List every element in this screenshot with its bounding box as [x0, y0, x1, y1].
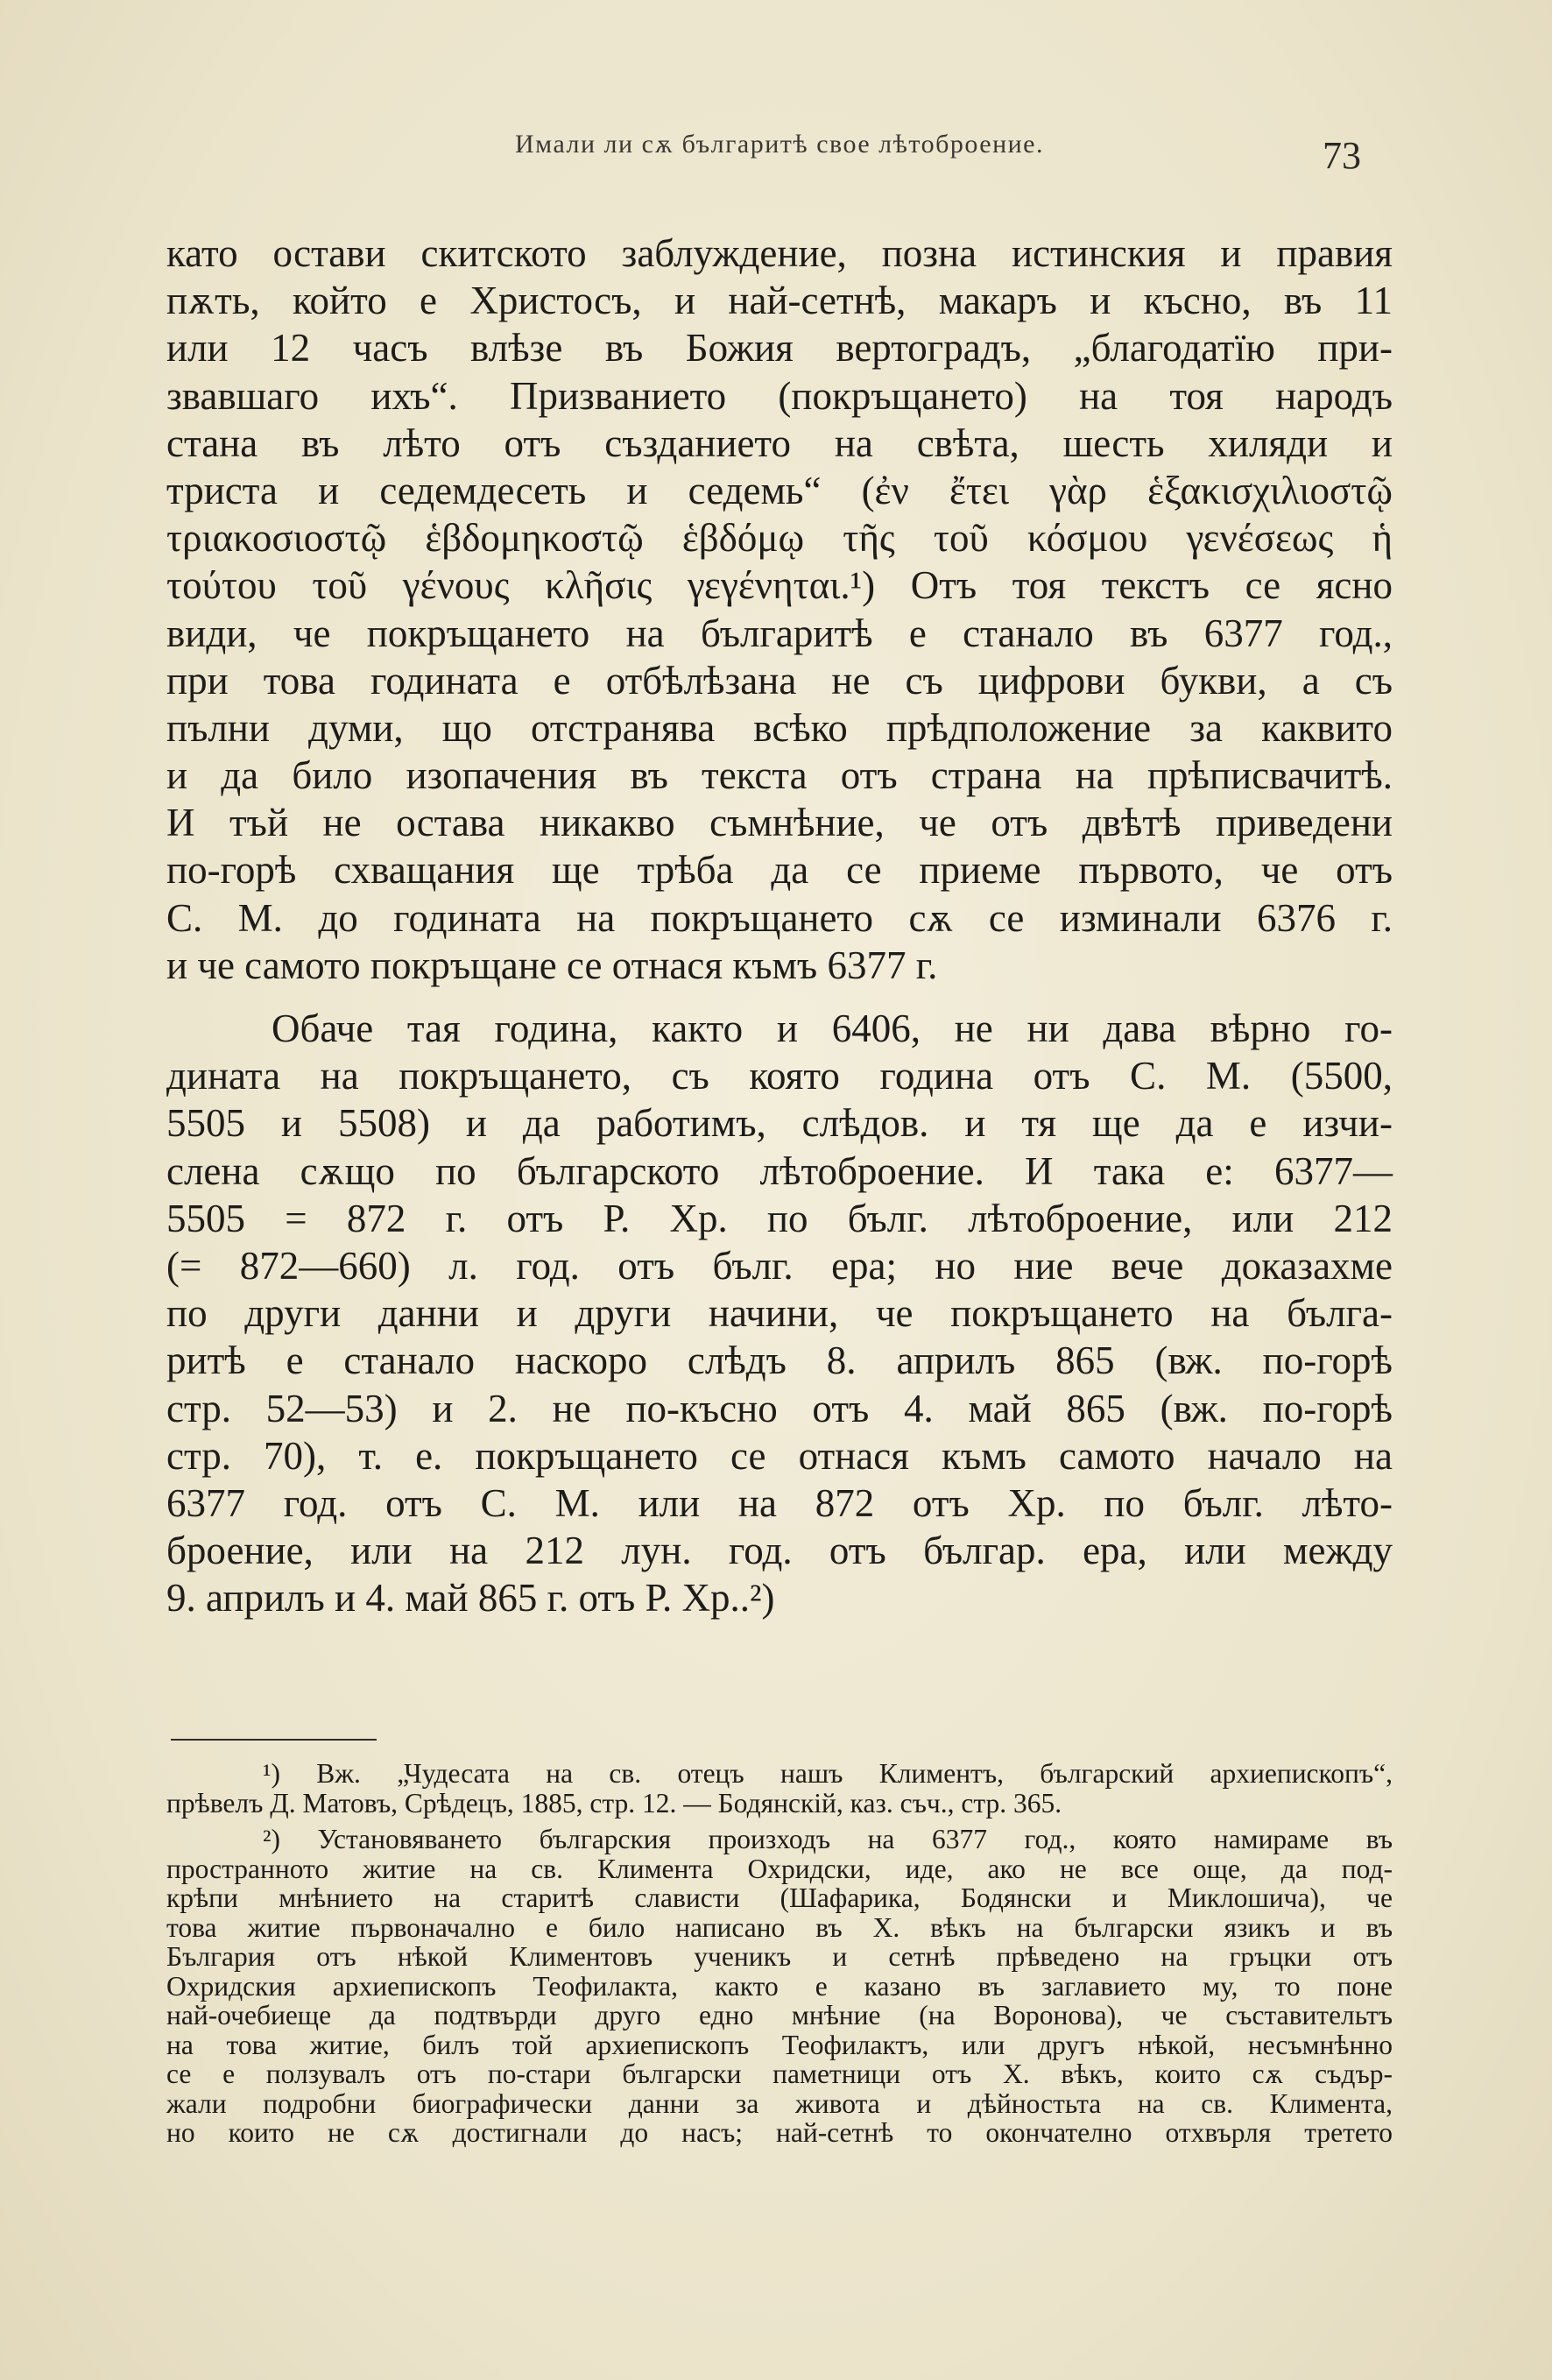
footnote-line: прѣвелъ Д. Матовъ, Срѣдецъ, 1885, стр. 12. — Бодянскій, каз. съч., стр. 365. — [166, 1787, 1062, 1819]
text-line: τούτου τοῦ γένους κλῆσις γεγένηται.¹) Отъ тоя текстъ се ясно — [166, 563, 1393, 608]
main-text — [166, 230, 1393, 1621]
text-line: при това годината е отбѣлѣзана не съ цифрови букви, а съ — [166, 658, 1393, 703]
footnote-line: това житие първоначално е било написано въ X. вѣкъ на български язикъ и въ — [166, 1911, 1393, 1943]
footnotes — [166, 1759, 1393, 2148]
text-line: τριακοσιοστῷ ἑβδομηκοστῷ ἑβδόμῳ τῆς τοῦ κόσμου γενέσεως ἡ — [166, 516, 1393, 561]
footnote-line: ¹) Вж. „Чудесата на св. отецъ нашъ Климентъ, българский архиепископъ“, — [263, 1758, 1393, 1789]
running-header: Имали ли сѫ българитѣ свое лѣтоброение. — [515, 130, 1044, 159]
footnote-1 — [166, 1759, 1393, 1818]
text-line: ритѣ е станало наскоро слѣдъ 8. априлъ 865 (вж. по-горѣ — [166, 1338, 1393, 1383]
page-number: 73 — [1323, 134, 1361, 177]
footnote-line: на това житие, билъ той архиепископъ Теофилактъ, или другъ нѣкой, несъмнѣнно — [166, 2029, 1393, 2060]
text-line: слена сѫщо по българското лѣтоброение. И така е: 6377— — [166, 1148, 1393, 1193]
footnote-line: най-очебиеще да подтвърди друго едно мнѣние (на Воронова), че съставительтъ — [166, 2000, 1393, 2030]
text-line: 9. априлъ и 4. май 865 г. отъ Р. Хр..²) — [166, 1576, 775, 1621]
text-line: С. М. до годината на покръщането сѫ се изминали 6376 г. — [166, 895, 1393, 940]
paragraph-2 — [166, 1005, 1393, 1621]
text-line: звавшаго ихъ“. Призванието (покръщането) на тоя народъ — [166, 373, 1393, 418]
text-line: дината на покръщането, съ която година отъ С. М. (5500, — [166, 1054, 1393, 1098]
footnote-line: Охридския архиепископъ Теофилакта, както е казано въ заглавието му, то поне — [166, 1970, 1393, 2002]
text-line: види, че покръщането на българитѣ е станало въ 6377 год., — [166, 611, 1393, 655]
footnote-line: но които не сѫ достигнали до насъ; най-сетнѣ то окончателно отхвърля третето — [166, 2117, 1393, 2148]
paragraph-1 — [166, 230, 1393, 989]
text-line: и да било изопачения въ текста отъ страна на прѣписвачитѣ. — [166, 753, 1393, 798]
text-line: пѫть, който е Христосъ, и най-сетнѣ, макаръ и късно, въ 11 — [166, 279, 1393, 323]
footnote-line: крѣпи мнѣнието на старитѣ слависти (Шафарика, Бодянски и Миклошича), че — [166, 1882, 1393, 1913]
text-line: стр. 52—53) и 2. не по-късно отъ 4. май 865 (вж. по-горѣ — [166, 1386, 1393, 1430]
text-line: триста и седемдесеть и седемь“ (ἐν ἔτει γὰρ ἑξακισχιλιοστῷ — [166, 468, 1393, 512]
text-line: по-горѣ схващания ще трѣба да се приеме първото, че отъ — [166, 848, 1393, 893]
text-line: И тъй не остава никакво съмнѣние, че отъ двѣтѣ приведени — [166, 801, 1393, 845]
footnote-line: България отъ нѣкой Климентовъ ученикъ и сетнѣ прѣведено на гръцки отъ — [166, 1941, 1393, 1972]
text-line: като остави скитското заблуждение, позна истинския и правия — [166, 231, 1393, 275]
footnote-line: пространното житие на св. Климента Охридски, иде, ако не все още, да под- — [166, 1853, 1393, 1884]
text-line: по други данни и други начини, че покръщането на бълга- — [166, 1291, 1393, 1336]
text-line: пълни думи, що отстранява всѣко прѣдположение за каквито — [166, 705, 1393, 750]
text-line: Обаче тая година, както и 6406, не ни дава вѣрно го- — [272, 1006, 1393, 1050]
text-line: и че самото покръщане се отнася къмъ 6377 г. — [166, 943, 938, 987]
text-line: 6377 год. отъ С. М. или на 872 отъ Хр. по бълг. лѣто- — [166, 1480, 1393, 1525]
footnote-line: жали подробни биографически данни за живота и дѣйностьта на св. Климента, — [166, 2087, 1393, 2119]
text-line: 5505 и 5508) и да работимъ, слѣдов. и тя ще да е изчи- — [166, 1101, 1393, 1146]
text-line: (= 872—660) л. год. отъ бълг. ера; но ние вече доказахме — [166, 1243, 1393, 1288]
footnote-2 — [166, 1825, 1393, 2148]
text-line: стана въ лѣто отъ създанието на свѣта, шесть хиляди и — [166, 420, 1393, 465]
footnote-separator — [171, 1739, 377, 1741]
text-line: стр. 70), т. е. покръщането се отнася къмъ самото начало на — [166, 1433, 1393, 1478]
text-line: или 12 часъ влѣзе въ Божия вертоградъ, „благодатїю при- — [166, 326, 1393, 371]
footnote-line: се е ползувалъ отъ по-стари български паметници отъ X. вѣкъ, които сѫ съдър- — [166, 2059, 1393, 2089]
text-line: 5505 = 872 г. отъ Р. Хр. по бълг. лѣтоброение, или 212 — [166, 1196, 1393, 1240]
text-line: броение, или на 212 лун. год. отъ българ. ера, или между — [166, 1529, 1393, 1573]
footnote-line: ²) Установяването българския произходъ на 6377 год., която намираме въ — [263, 1824, 1393, 1854]
